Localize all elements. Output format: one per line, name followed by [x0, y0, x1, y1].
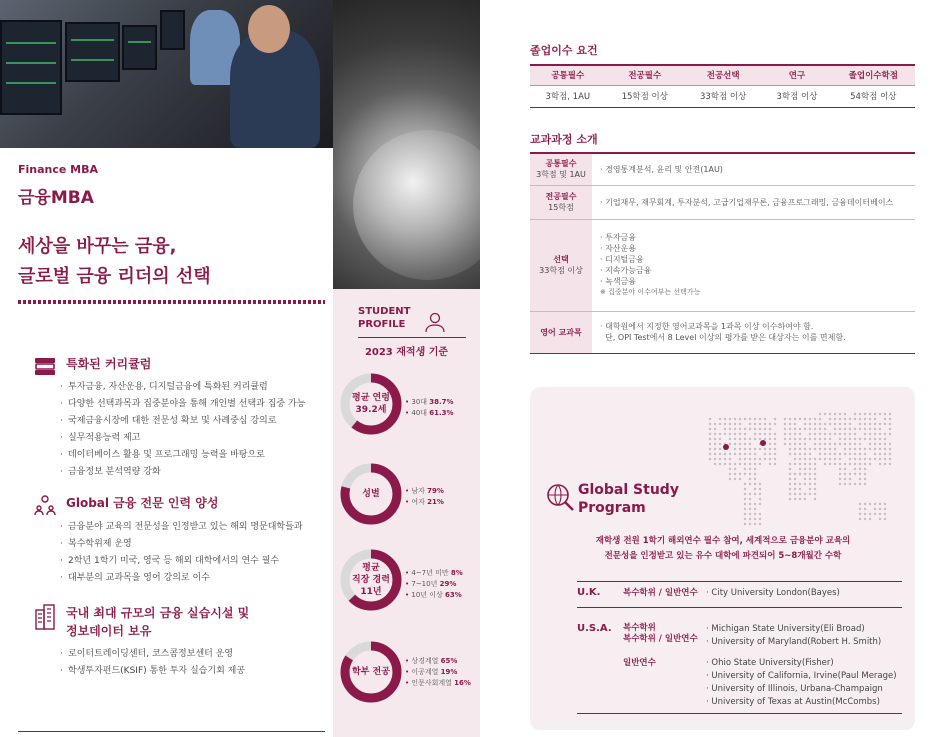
global-title-line2: Program [578, 500, 646, 516]
globe-magnifier-icon [545, 482, 575, 512]
student-icon [424, 311, 446, 333]
feature-global [34, 494, 218, 516]
list-item: · 학생투자펀드(KSIF) 통한 투자 실습기회 제공 [60, 663, 245, 680]
legend-row: • 여자 21% [405, 498, 444, 506]
feature-facility [34, 604, 249, 640]
course-value: · 기업재무, 재무회계, 투자분석, 고급기업재무론, 금융프로그래밍, 금융데이터베이스 [592, 185, 915, 219]
course-key: 공통필수 3학점 및 1AU [530, 153, 592, 185]
divider [577, 607, 902, 608]
donut-legend [405, 397, 454, 419]
dashed-divider [18, 300, 325, 304]
course-value: · 대학원에서 지정한 영어교과목을 1과목 이상 이수하여야 함. 단, OPI Test에서 8 Level 이상의 평가를 받은 대상자는 이를 면제함. [592, 311, 915, 353]
school-list [706, 623, 881, 649]
feature-title [66, 604, 249, 640]
legend-row: • 이공계열 19% [405, 668, 458, 676]
donut-label-line: 11년 [360, 587, 382, 597]
school-item: · University of Illinois, Urbana-Champaign [706, 684, 883, 694]
grad-requirement-title: 졸업이수 요건 [530, 44, 598, 57]
list-item: · 투자금융, 자산운용, 디지털금융에 특화된 커리큘럼 [60, 379, 305, 396]
school-list [706, 657, 897, 709]
program-title: 금융MBA [18, 188, 94, 208]
feature-title-line1: 국내 최대 규모의 금융 실습시설 및 [66, 606, 250, 620]
list-item: · 대부분의 교과목을 영어 강의로 이수 [60, 570, 303, 587]
profile-title-line2: PROFILE [358, 319, 406, 330]
list-item: · 실무적용능력 제고 [60, 430, 305, 447]
school-item: · University of Maryland(Robert H. Smith) [706, 637, 882, 647]
donut-label [339, 666, 403, 678]
donut-label [339, 488, 403, 500]
table-header-row [530, 65, 915, 85]
legend-row: • 인문사회계열 16% [405, 679, 471, 687]
people-lightbulb-icon [34, 494, 56, 516]
table-row [530, 311, 915, 353]
feature-title: 특화된 커리큘럼 [66, 357, 152, 371]
legend-row: • 30대 38.7% [405, 398, 454, 406]
table-header: 졸업이수학점 [832, 65, 915, 85]
feature-curriculum-list [60, 379, 305, 481]
feature-global-list [60, 519, 303, 587]
donut-label-line: 성별 [362, 489, 380, 499]
table-cell: 3학점, 1AU [530, 85, 606, 107]
course-table [530, 152, 915, 354]
legend-row: • 남자 79% [405, 487, 444, 495]
divider [577, 581, 902, 582]
school-item: · University of California, Irvine(Paul Merage) [706, 671, 897, 681]
list-item: · 국제금융시장에 대한 전문성 확보 및 사례중심 강의로 [60, 413, 305, 430]
course-key: 영어 교과목 [530, 311, 592, 353]
donut-label-line: 39.2세 [355, 405, 387, 415]
legend-row: • 상경계열 65% [405, 657, 458, 665]
feature-title-line2: 정보데이터 보유 [66, 624, 152, 638]
building-icon [34, 604, 56, 630]
table-header: 공통필수 [530, 65, 606, 85]
list-item: · 금융분야 교육의 전문성을 인정받고 있는 해외 명문대학들과 [60, 519, 303, 536]
grad-requirement-table [530, 64, 915, 108]
legend-row: • 10년 이상 63% [405, 591, 462, 599]
course-value: · 경영통계분석, 윤리 및 안전(1AU) [592, 153, 915, 185]
program-subtitle: Finance MBA [18, 163, 99, 176]
course-intro-title: 교과과정 소개 [530, 133, 598, 146]
table-row [530, 219, 915, 311]
feature-title: Global 금융 전문 인력 양성 [66, 496, 219, 510]
program-type: 복수학위 / 일반연수 [623, 588, 698, 598]
program-type-line: 복수학위 [623, 623, 656, 633]
global-study-description [548, 534, 898, 564]
table-row [530, 153, 915, 185]
headline-line2: 글로벌 금융 리더의 선택 [18, 266, 211, 287]
school-item: · Ohio State University(Fisher) [706, 658, 834, 668]
country-usa: U.S.A. [577, 623, 612, 634]
table-header: 전공선택 [684, 65, 762, 85]
donut-label [339, 392, 403, 416]
donut-legend [405, 568, 463, 601]
list-item: · 데이터베이스 활용 및 프로그래밍 능력을 바탕으로 [60, 447, 305, 464]
table-cell: 33학점 이상 [684, 85, 762, 107]
school-list [706, 587, 840, 600]
donut-label [339, 562, 403, 598]
donut-label-line: 학부 전공 [352, 667, 390, 677]
table-cell: 15학점 이상 [606, 85, 684, 107]
profile-title [358, 305, 418, 331]
globe-sculpture-photo [333, 0, 480, 289]
table-header: 연구 [762, 65, 831, 85]
location-marker [723, 444, 729, 450]
course-key: 전공필수 15학점 [530, 185, 592, 219]
profile-rule [358, 337, 466, 338]
program-type: 일반연수 [623, 658, 656, 668]
donut-legend [405, 486, 444, 508]
legend-row: • 4~7년 미만 8% [405, 569, 463, 577]
list-item: · 다양한 선택과목과 집중분야을 통해 개인별 선택과 집중 가능 [60, 396, 305, 413]
desc-line: 재학생 전원 1학기 해외연수 필수 참여, 세계적으로 금융분야 교육의 [595, 536, 851, 546]
course-key: 선택 33학점 이상 [530, 219, 592, 311]
global-study-title [578, 481, 738, 517]
bottom-rule [18, 731, 325, 732]
trading-room-photo [0, 0, 333, 148]
divider [577, 713, 902, 714]
program-type [623, 623, 698, 645]
legend-row: • 7~10년 29% [405, 580, 457, 588]
headline-line1: 세상을 바꾸는 금융, [18, 236, 177, 257]
book-stack-icon [34, 355, 56, 377]
course-value: · 투자금융 · 자산운용 · 디지털금융 · 지속가능금융 · 녹색금융 ※ 집중분야 이수여부는 선택가능 [592, 219, 915, 311]
table-row [530, 85, 915, 107]
table-cell: 3학점 이상 [762, 85, 831, 107]
location-marker [760, 440, 766, 446]
profile-year: 2023 재적생 기준 [364, 347, 449, 358]
desc-line: 전문성을 인정받고 있는 유수 대학에 파견되어 5~8개월간 수학 [604, 551, 842, 561]
list-item: · 복수학위제 운영 [60, 536, 303, 553]
school-item: · University of Texas at Austin(McCombs) [706, 697, 880, 707]
table-cell: 54학점 이상 [832, 85, 915, 107]
list-item: · 로이터트레이딩센터, 코스콤정보센터 운영 [60, 646, 245, 663]
list-item: · 금융정보 분석역량 강화 [60, 464, 305, 481]
legend-row: • 40대 61.3% [405, 409, 454, 417]
donut-label-line: 평균 [362, 563, 380, 573]
donut-label-line: 평균 연령 [352, 393, 390, 403]
list-item: · 2학년 1학기 미국, 영국 등 해외 대학에서의 연수 필수 [60, 553, 303, 570]
program-type-line: 복수학위 / 일반연수 [623, 634, 698, 644]
profile-title-line1: STUDENT [358, 306, 411, 317]
donut-legend [405, 656, 471, 689]
feature-curriculum [34, 355, 151, 377]
table-row [530, 185, 915, 219]
country-uk: U.K. [577, 587, 601, 598]
global-title-line1: Global Study [578, 482, 679, 498]
school-item: · Michigan State University(Eli Broad) [706, 624, 865, 634]
world-map-dots [686, 405, 901, 550]
table-header: 전공필수 [606, 65, 684, 85]
feature-facility-list [60, 646, 245, 680]
school-item: · City University London(Bayes) [706, 588, 840, 598]
donut-label-line: 직장 경력 [352, 575, 390, 585]
